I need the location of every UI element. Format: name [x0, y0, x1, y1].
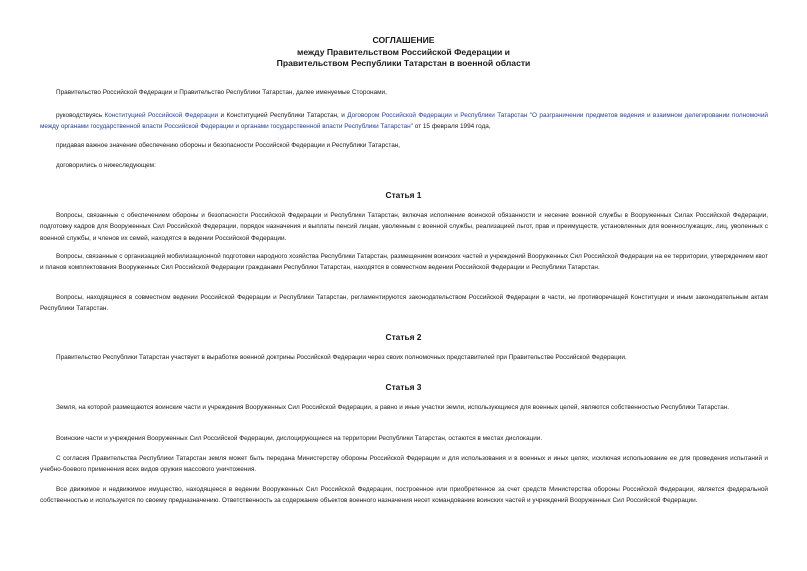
title-line-1: СОГЛАШЕНИЕ: [372, 35, 435, 45]
article-3-paragraph-4: Все движимое и недвижимое имущество, находящееся в ведении Вооруженных Сил Российской Федерации, построенное или приобретенное за счет средств Министерства обороны Российской Федерации, является федеральной собственностью и используется по своему предназначению. Ответственность за содержание объектов военного назначения несет командование воинских частей и учреждений Вооруженных Сил Российской Федерации.: [40, 486, 768, 505]
paragraph-importance: придавая важное значение обеспечению обороны и безопасности Российской Федерации и Республики Татарстан,: [56, 142, 401, 149]
article-1-paragraph-3: Вопросы, находящиеся в совместном ведении Российской Федерации и Республики Татарстан, регламентируются законодательством Российской Федерации в части, не противоречащей Конституции и иным законодательным актам Республики Татарстан.: [40, 294, 768, 313]
article-2-heading: Статья 2: [385, 332, 422, 342]
title-line-2: между Правительством Российской Федерации и: [297, 46, 510, 57]
article-1-paragraph-1: Вопросы, связанные с обеспечением обороны и безопасности Российской Федерации и Республики Татарстан, включая исполнение воинской обязанности и несение военной службы в Вооруженных Силах Российской Федерации, подготовку кадров для Вооруженных Сил Российской Федерации, порядок назначения и выплаты пенсий лицам, уволенным с военной службы, реализацией льгот, прав и преимуществ, установленных для военнослужащих, лиц, уволенных с военной службы, и членов их семей, находятся в ведении Российской Федерации.: [40, 212, 768, 242]
article-3-paragraph-3: С согласия Правительства Республики Татарстан земля может быть передана Министерству обороны Российской Федерации и для использования и в военных и иных целях, исключая использование ее для проведения испытаний и учебно-боевого применения всех видов оружия массового уничтожения.: [40, 455, 768, 474]
document-title: [0, 35, 807, 70]
guided-pre: руководствуясь: [56, 112, 105, 119]
title-line-3: Правительством Республики Татарстан в военной области: [276, 58, 531, 68]
link-treaty-1994[interactable]: Договором Российской Федерации и Республики Татарстан "О разграничении предметов ведения и взаимном делегировании полномочий между органами государственной власти Российской Федерации и органами государственной власти Республики Татарстан": [40, 112, 768, 131]
article-1-heading: Статья 1: [385, 190, 422, 200]
guided-mid: и Конституцией Республики Татарстан, и: [218, 112, 348, 119]
paragraph-guided: [40, 110, 768, 133]
article-3-heading: Статья 3: [385, 382, 422, 392]
article-1-paragraph-2: Вопросы, связанные с организацией мобилизационной подготовки народного хозяйства Республики Татарстан, размещением воинских частей и учреждений Вооруженных Сил Российской Федерации на ее территории, утверждением квот и планов комплектования Вооруженных Сил Российской Федерации гражданами Республики Татарстан, находятся в совместном ведении Российской Федерации и Республики Татарстан.: [40, 253, 768, 272]
link-constitution-rf[interactable]: Конституцией Российской Федерации: [104, 112, 219, 119]
paragraph-agreed: договорились о нижеследующем:: [56, 162, 156, 169]
guided-post: от 15 февраля 1994 года,: [412, 123, 491, 131]
article-3-paragraph-2: Воинские части и учреждения Вооруженных Сил Российской Федерации, дислоцирующиеся на территории Республики Татарстан, остаются в местах дислокации.: [56, 435, 543, 442]
article-2-paragraph-1: Правительство Республики Татарстан участвует в выработке военной доктрины Российской Федерации через своих полномочных представителей при Правительстве Российской Федерации.: [56, 354, 627, 361]
article-3-paragraph-1: Земля, на которой размещаются воинские части и учреждения Вооруженных Сил Российской Федерации, а равно и иные участки земли, использующиеся для военных целей, являются собственностью Республики Татарстан.: [56, 404, 730, 411]
paragraph-parties: Правительство Российской Федерации и Правительство Республики Татарстан, далее именуемые Сторонами,: [56, 89, 387, 96]
